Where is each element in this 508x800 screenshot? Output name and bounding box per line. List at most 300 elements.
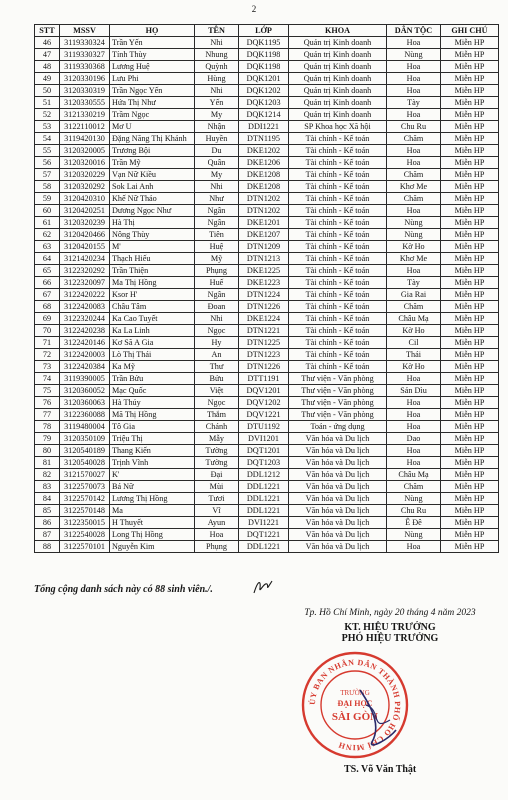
dan-toc-cell: Ê Đê xyxy=(387,517,441,529)
lop-cell: DQK1203 xyxy=(239,97,289,109)
table-row xyxy=(35,253,499,265)
lop-cell: DKE1225 xyxy=(239,265,289,277)
stt-cell: 56 xyxy=(35,157,60,169)
ten-cell: Tiên xyxy=(195,229,239,241)
stt-cell: 76 xyxy=(35,397,60,409)
mssv-cell: 3120540028 xyxy=(60,457,110,469)
stt-cell: 75 xyxy=(35,385,60,397)
stt-cell: 55 xyxy=(35,145,60,157)
ten-cell: Quỳnh xyxy=(195,61,239,73)
ghi-chu-cell: Miễn HP xyxy=(441,217,499,229)
dan-toc-cell: Hoa xyxy=(387,85,441,97)
ten-cell: Nhi xyxy=(195,313,239,325)
stt-cell: 81 xyxy=(35,457,60,469)
lop-cell: DTN1226 xyxy=(239,301,289,313)
dan-toc-cell: Châu Mạ xyxy=(387,313,441,325)
ten-cell: Du xyxy=(195,145,239,157)
ghi-chu-cell: Miễn HP xyxy=(441,541,499,553)
dan-toc-cell: Nùng xyxy=(387,493,441,505)
lop-cell: DTN1221 xyxy=(239,325,289,337)
ho-cell: Mạc Quốc xyxy=(110,385,195,397)
ghi-chu-cell: Miễn HP xyxy=(441,241,499,253)
mssv-cell: 3119390005 xyxy=(60,373,110,385)
stt-cell: 87 xyxy=(35,529,60,541)
table-row xyxy=(35,169,499,181)
table-row xyxy=(35,109,499,121)
khoa-cell: Văn hóa và Du lịch xyxy=(289,481,387,493)
lop-cell: DTN1224 xyxy=(239,289,289,301)
ghi-chu-cell: Miễn HP xyxy=(441,325,499,337)
khoa-cell: Tài chính - Kế toán xyxy=(289,229,387,241)
ten-cell: Mẫy xyxy=(195,433,239,445)
ten-cell: Ngân xyxy=(195,217,239,229)
ghi-chu-cell: Miễn HP xyxy=(441,157,499,169)
lop-cell: DDL1221 xyxy=(239,481,289,493)
ho-cell: Dương Ngọc Như xyxy=(110,205,195,217)
stt-cell: 47 xyxy=(35,49,60,61)
ho-cell: Lương Thị Hồng xyxy=(110,493,195,505)
mssv-cell: 3120320229 xyxy=(60,169,110,181)
lop-cell: DKE1208 xyxy=(239,169,289,181)
ghi-chu-cell: Miễn HP xyxy=(441,349,499,361)
stt-cell: 59 xyxy=(35,193,60,205)
lop-cell: DTU1192 xyxy=(239,421,289,433)
stt-cell: 63 xyxy=(35,241,60,253)
mssv-cell: 3120350109 xyxy=(60,433,110,445)
dan-toc-cell: Chăm xyxy=(387,481,441,493)
mssv-cell: 3122320244 xyxy=(60,313,110,325)
lop-cell: DQT1221 xyxy=(239,529,289,541)
ghi-chu-cell: Miễn HP xyxy=(441,145,499,157)
ho-cell: Đặng Năng Thị Khánh xyxy=(110,133,195,145)
khoa-cell: Văn hóa và Du lịch xyxy=(289,457,387,469)
ten-cell: Ngọc xyxy=(195,325,239,337)
table-row xyxy=(35,277,499,289)
ghi-chu-cell: Miễn HP xyxy=(441,505,499,517)
ghi-chu-cell: Miễn HP xyxy=(441,265,499,277)
ghi-chu-cell: Miễn HP xyxy=(441,409,499,421)
stt-cell: 58 xyxy=(35,181,60,193)
lop-cell: DKE1201 xyxy=(239,217,289,229)
signature-role: PHÓ HIỆU TRƯỞNG xyxy=(341,633,439,644)
dan-toc-cell: Kờ Ho xyxy=(387,241,441,253)
dan-toc-cell: Tày xyxy=(387,277,441,289)
ten-cell: Yến xyxy=(195,97,239,109)
khoa-cell: Tài chính - Kế toán xyxy=(289,349,387,361)
stt-cell: 62 xyxy=(35,229,60,241)
mssv-cell: 3120540189 xyxy=(60,445,110,457)
mssv-cell: 3122320292 xyxy=(60,265,110,277)
ho-cell: Mã Thị Hồng xyxy=(110,409,195,421)
table-row xyxy=(35,325,499,337)
lop-cell: DQK1198 xyxy=(239,61,289,73)
table-row xyxy=(35,337,499,349)
signature-block xyxy=(272,608,508,644)
dan-toc-cell: Chăm xyxy=(387,169,441,181)
table-row xyxy=(35,229,499,241)
ten-cell: Hy xyxy=(195,337,239,349)
lop-cell: DKE1206 xyxy=(239,157,289,169)
stt-cell: 52 xyxy=(35,109,60,121)
khoa-cell: Tài chính - Kế toán xyxy=(289,145,387,157)
mssv-cell: 3122350015 xyxy=(60,517,110,529)
dan-toc-cell: Sán Dìu xyxy=(387,385,441,397)
khoa-cell: Quản trị Kinh doanh xyxy=(289,49,387,61)
mssv-cell: 3121330219 xyxy=(60,109,110,121)
khoa-cell: Quản trị Kinh doanh xyxy=(289,61,387,73)
ten-cell: Phụng xyxy=(195,265,239,277)
ten-cell: Mỹ xyxy=(195,253,239,265)
stt-cell: 78 xyxy=(35,421,60,433)
mssv-cell: 3119420130 xyxy=(60,133,110,145)
khoa-cell: Tài chính - Kế toán xyxy=(289,241,387,253)
table-row xyxy=(35,313,499,325)
table-row xyxy=(35,481,499,493)
ghi-chu-cell: Miễn HP xyxy=(441,337,499,349)
table-row xyxy=(35,493,499,505)
lop-cell: DQK1198 xyxy=(239,49,289,61)
seal-middle-text: ĐẠI HỌC xyxy=(337,699,373,708)
ho-cell: Kơ Sã A Gia xyxy=(110,337,195,349)
lop-cell: DTN1195 xyxy=(239,133,289,145)
ho-cell: Trần Yến xyxy=(110,37,195,49)
lop-cell: DDL1221 xyxy=(239,541,289,553)
table-row xyxy=(35,157,499,169)
ghi-chu-cell: Miễn HP xyxy=(441,205,499,217)
ten-cell: Bửu xyxy=(195,373,239,385)
header-dan-toc: DÂN TỘC xyxy=(387,25,441,37)
mssv-cell: 3120360063 xyxy=(60,397,110,409)
ghi-chu-cell: Miễn HP xyxy=(441,37,499,49)
table-row xyxy=(35,289,499,301)
dan-toc-cell: Chăm xyxy=(387,133,441,145)
table-row xyxy=(35,145,499,157)
mssv-cell: 3122320097 xyxy=(60,277,110,289)
khoa-cell: Quản trị Kinh doanh xyxy=(289,97,387,109)
stt-cell: 72 xyxy=(35,349,60,361)
ho-cell: Sok Lai Anh xyxy=(110,181,195,193)
ten-cell: Như xyxy=(195,193,239,205)
khoa-cell: Tài chính - Kế toán xyxy=(289,265,387,277)
stt-cell: 80 xyxy=(35,445,60,457)
ghi-chu-cell: Miễn HP xyxy=(441,193,499,205)
dan-toc-cell: Hoa xyxy=(387,421,441,433)
dan-toc-cell: Cil xyxy=(387,337,441,349)
ten-cell: Ayun xyxy=(195,517,239,529)
stt-cell: 86 xyxy=(35,517,60,529)
mssv-cell: 3122570142 xyxy=(60,493,110,505)
table-row xyxy=(35,469,499,481)
ten-cell: Mùi xyxy=(195,481,239,493)
ho-cell: H Thuyết xyxy=(110,517,195,529)
khoa-cell: Thư viện - Văn phòng xyxy=(289,397,387,409)
khoa-cell: Tài chính - Kế toán xyxy=(289,301,387,313)
dan-toc-cell: Nùng xyxy=(387,49,441,61)
khoa-cell: Tài chính - Kế toán xyxy=(289,193,387,205)
ghi-chu-cell: Miễn HP xyxy=(441,97,499,109)
khoa-cell: Văn hóa và Du lịch xyxy=(289,445,387,457)
stt-cell: 51 xyxy=(35,97,60,109)
ho-cell: Trần Thiện xyxy=(110,265,195,277)
dan-toc-cell: Kờ Ho xyxy=(387,325,441,337)
ten-cell: Nhận xyxy=(195,121,239,133)
table-row xyxy=(35,409,499,421)
dan-toc-cell: Hoa xyxy=(387,73,441,85)
dan-toc-cell: Khơ Me xyxy=(387,181,441,193)
lop-cell: DTN1209 xyxy=(239,241,289,253)
ho-cell: Ka La Linh xyxy=(110,325,195,337)
mssv-cell: 3120330555 xyxy=(60,97,110,109)
dan-toc-cell: Hoa xyxy=(387,541,441,553)
ho-cell: Thạch Hiếu xyxy=(110,253,195,265)
table-row xyxy=(35,529,499,541)
ghi-chu-cell: Miễn HP xyxy=(441,397,499,409)
table-row xyxy=(35,505,499,517)
ho-cell: K' xyxy=(110,469,195,481)
stt-cell: 71 xyxy=(35,337,60,349)
ten-cell: Ngân xyxy=(195,289,239,301)
ghi-chu-cell: Miễn HP xyxy=(441,361,499,373)
ghi-chu-cell: Miễn HP xyxy=(441,289,499,301)
ho-cell: Bá Nữ xyxy=(110,481,195,493)
lop-cell: DVI1221 xyxy=(239,517,289,529)
mssv-cell: 3120420310 xyxy=(60,193,110,205)
ten-cell: Vĩ xyxy=(195,505,239,517)
dan-toc-cell: Tày xyxy=(387,97,441,109)
stt-cell: 54 xyxy=(35,133,60,145)
lop-cell: DDL1221 xyxy=(239,493,289,505)
khoa-cell: Văn hóa và Du lịch xyxy=(289,493,387,505)
dan-toc-cell: Hoa xyxy=(387,409,441,421)
header-lop: LỚP xyxy=(239,25,289,37)
ten-cell: Nhi xyxy=(195,37,239,49)
table-row xyxy=(35,541,499,553)
ten-cell: Thư xyxy=(195,361,239,373)
khoa-cell: SP Khoa học Xã hội xyxy=(289,121,387,133)
mssv-cell: 3120420466 xyxy=(60,229,110,241)
ghi-chu-cell: Miễn HP xyxy=(441,181,499,193)
ghi-chu-cell: Miễn HP xyxy=(441,109,499,121)
table-row xyxy=(35,457,499,469)
ten-cell: Tươi xyxy=(195,493,239,505)
stt-cell: 60 xyxy=(35,205,60,217)
table-row xyxy=(35,301,499,313)
dan-toc-cell: Chu Ru xyxy=(387,121,441,133)
dan-toc-cell: Hoa xyxy=(387,205,441,217)
ten-cell: Nhung xyxy=(195,49,239,61)
mssv-cell: 3119330368 xyxy=(60,61,110,73)
dan-toc-cell: Hoa xyxy=(387,457,441,469)
lop-cell: DQV1201 xyxy=(239,385,289,397)
lop-cell: DDL1221 xyxy=(239,505,289,517)
ho-cell: M' xyxy=(110,241,195,253)
dan-toc-cell: Nùng xyxy=(387,229,441,241)
mssv-cell: 3122420146 xyxy=(60,337,110,349)
lop-cell: DQK1201 xyxy=(239,73,289,85)
stt-cell: 84 xyxy=(35,493,60,505)
ghi-chu-cell: Miễn HP xyxy=(441,421,499,433)
dan-toc-cell: Hoa xyxy=(387,157,441,169)
table-row xyxy=(35,193,499,205)
dan-toc-cell: Thái xyxy=(387,349,441,361)
ghi-chu-cell: Miễn HP xyxy=(441,229,499,241)
dan-toc-cell: Hoa xyxy=(387,145,441,157)
khoa-cell: Tài chính - Kế toán xyxy=(289,277,387,289)
ghi-chu-cell: Miễn HP xyxy=(441,481,499,493)
header-mssv: MSSV xyxy=(60,25,110,37)
table-row xyxy=(35,121,499,133)
stt-cell: 66 xyxy=(35,277,60,289)
dan-toc-cell: Hoa xyxy=(387,37,441,49)
table-header-row xyxy=(35,25,499,37)
ho-cell: Trịnh Vĩnh xyxy=(110,457,195,469)
khoa-cell: Văn hóa và Du lịch xyxy=(289,541,387,553)
ghi-chu-cell: Miễn HP xyxy=(441,469,499,481)
mssv-cell: 3119330327 xyxy=(60,49,110,61)
stt-cell: 70 xyxy=(35,325,60,337)
dan-toc-cell: Chăm xyxy=(387,301,441,313)
stt-cell: 53 xyxy=(35,121,60,133)
lop-cell: DQV1202 xyxy=(239,397,289,409)
khoa-cell: Văn hóa và Du lịch xyxy=(289,505,387,517)
mssv-cell: 3120320016 xyxy=(60,157,110,169)
stt-cell: 67 xyxy=(35,289,60,301)
table-row xyxy=(35,61,499,73)
ten-cell: Ngân xyxy=(195,205,239,217)
ho-cell: Tô Gia xyxy=(110,421,195,433)
lop-cell: DTN1226 xyxy=(239,361,289,373)
ghi-chu-cell: Miễn HP xyxy=(441,121,499,133)
header-stt: STT xyxy=(35,25,60,37)
stt-cell: 88 xyxy=(35,541,60,553)
table-row xyxy=(35,97,499,109)
mssv-cell: 3121420234 xyxy=(60,253,110,265)
university-seal xyxy=(300,650,410,760)
ho-cell: Trần Mỹ xyxy=(110,157,195,169)
khoa-cell: Thư viện - Văn phòng xyxy=(289,409,387,421)
dan-toc-cell: Khơ Me xyxy=(387,253,441,265)
ghi-chu-cell: Miễn HP xyxy=(441,61,499,73)
lop-cell: DQT1201 xyxy=(239,445,289,457)
lop-cell: DKE1207 xyxy=(239,229,289,241)
mssv-cell: 3122570073 xyxy=(60,481,110,493)
ten-cell: Hoa xyxy=(195,529,239,541)
ten-cell: My xyxy=(195,109,239,121)
ho-cell: Nguyễn Kim xyxy=(110,541,195,553)
dan-toc-cell: Nùng xyxy=(387,217,441,229)
lop-cell: DQV1221 xyxy=(239,409,289,421)
table-row xyxy=(35,433,499,445)
dan-toc-cell: Chăm xyxy=(387,193,441,205)
dan-toc-cell: Chu Ru xyxy=(387,505,441,517)
ho-cell: Trương Bội xyxy=(110,145,195,157)
ho-cell: Mơ U xyxy=(110,121,195,133)
header-ho: HỌ xyxy=(110,25,195,37)
mssv-cell: 3122420083 xyxy=(60,301,110,313)
mssv-cell: 3120420251 xyxy=(60,205,110,217)
khoa-cell: Văn hóa và Du lịch xyxy=(289,529,387,541)
ghi-chu-cell: Miễn HP xyxy=(441,301,499,313)
table-row xyxy=(35,265,499,277)
table-row xyxy=(35,217,499,229)
khoa-cell: Tài chính - Kế toán xyxy=(289,181,387,193)
lop-cell: DTN1225 xyxy=(239,337,289,349)
ghi-chu-cell: Miễn HP xyxy=(441,445,499,457)
lop-cell: DKE1202 xyxy=(239,145,289,157)
ten-cell: Việt xyxy=(195,385,239,397)
mssv-cell: 3119330324 xyxy=(60,37,110,49)
mssv-cell: 3120360052 xyxy=(60,385,110,397)
ten-cell: Hùng xyxy=(195,73,239,85)
ho-cell: Khế Nữ Thảo xyxy=(110,193,195,205)
ho-cell: Thang Kiến xyxy=(110,445,195,457)
dan-toc-cell: Nùng xyxy=(387,529,441,541)
seal-ring-text: ỦY BAN NHÂN DÂN THÀNH PHỐ HỒ CHÍ MINH xyxy=(307,657,403,753)
mssv-cell: 3122570101 xyxy=(60,541,110,553)
ho-cell: Lương Huệ xyxy=(110,61,195,73)
ghi-chu-cell: Miễn HP xyxy=(441,253,499,265)
ho-cell: Ma Thị Hồng xyxy=(110,277,195,289)
dan-toc-cell: Hoa xyxy=(387,265,441,277)
dan-toc-cell: Dao xyxy=(387,433,441,445)
ho-cell: Triệu Thị xyxy=(110,433,195,445)
mssv-cell: 3122360088 xyxy=(60,409,110,421)
ten-cell: Huệ xyxy=(195,241,239,253)
table-row xyxy=(35,373,499,385)
ho-cell: Long Thị Hồng xyxy=(110,529,195,541)
lop-cell: DKE1224 xyxy=(239,313,289,325)
ten-cell: Huế xyxy=(195,277,239,289)
ho-cell: Ka Mỹ xyxy=(110,361,195,373)
ghi-chu-cell: Miễn HP xyxy=(441,385,499,397)
stt-cell: 64 xyxy=(35,253,60,265)
stt-cell: 69 xyxy=(35,313,60,325)
stt-cell: 46 xyxy=(35,37,60,49)
table-row xyxy=(35,85,499,97)
dan-toc-cell: Châu Mạ xyxy=(387,469,441,481)
ten-cell: My xyxy=(195,169,239,181)
ghi-chu-cell: Miễn HP xyxy=(441,313,499,325)
mssv-cell: 3122570148 xyxy=(60,505,110,517)
header-ghi-chu: GHI CHÚ xyxy=(441,25,499,37)
khoa-cell: Tài chính - Kế toán xyxy=(289,217,387,229)
ghi-chu-cell: Miễn HP xyxy=(441,493,499,505)
ten-cell: Đại xyxy=(195,469,239,481)
khoa-cell: Tài chính - Kế toán xyxy=(289,253,387,265)
table-row xyxy=(35,205,499,217)
table-row xyxy=(35,241,499,253)
stt-cell: 85 xyxy=(35,505,60,517)
lop-cell: DTN1202 xyxy=(239,193,289,205)
table-row xyxy=(35,73,499,85)
ho-cell: Tính Thùy xyxy=(110,49,195,61)
stt-cell: 74 xyxy=(35,373,60,385)
seal-bottom-text: SÀI GÒN xyxy=(331,711,379,723)
lop-cell: DQK1214 xyxy=(239,109,289,121)
table-row xyxy=(35,421,499,433)
lop-cell: DTN1213 xyxy=(239,253,289,265)
lop-cell: DKE1208 xyxy=(239,181,289,193)
lop-cell: DTN1223 xyxy=(239,349,289,361)
ghi-chu-cell: Miễn HP xyxy=(441,277,499,289)
mssv-cell: 3122110012 xyxy=(60,121,110,133)
stt-cell: 49 xyxy=(35,73,60,85)
ghi-chu-cell: Miễn HP xyxy=(441,457,499,469)
khoa-cell: Quản trị Kinh doanh xyxy=(289,73,387,85)
mssv-cell: 3122420222 xyxy=(60,289,110,301)
initials-signature xyxy=(252,578,274,596)
ho-cell: Lò Thị Thái xyxy=(110,349,195,361)
